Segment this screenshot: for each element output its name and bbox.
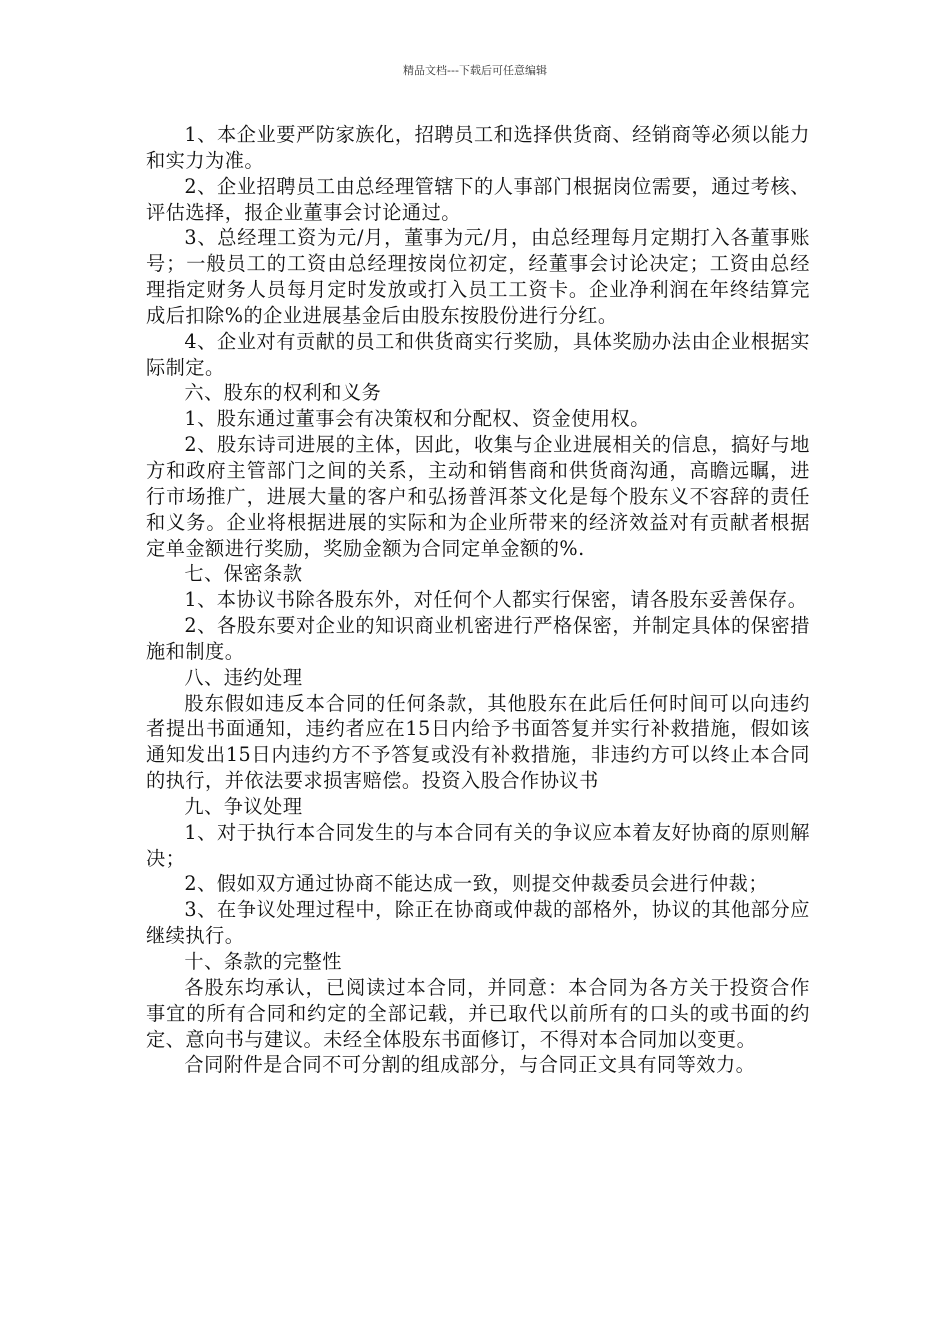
paragraph: 3、总经理工资为元/月，董事为元/月，由总经理每月定期打入各董事账号；一般员工的工资由总经理按岗位初定，经董事会讨论决定；工资由总经理指定财务人员每月定时发放或打入员工工资卡。企业净利润在年终结算完成后扣除%的企业进展基金后由股东按股份进行分红。	[146, 226, 810, 327]
section-heading: 八、违约处理	[184, 665, 303, 689]
paragraph: 2、各股东要对企业的知识商业机密进行严格保密，并制定具体的保密措施和制度。	[146, 614, 810, 663]
section-heading: 六、股东的权利和义务	[184, 381, 382, 405]
paragraph: 3、在争议处理过程中，除正在协商或仲裁的部格外，协议的其他部分应继续执行。	[146, 898, 810, 948]
paragraph: 4、企业对有贡献的员工和供货商实行奖励，具体奖励办法由企业根据实际制定。	[146, 329, 810, 379]
paragraph: 2、企业招聘员工由总经理管辖下的人事部门根据岗位需要，通过考核、评估选择，报企业董事会讨论通过。	[146, 174, 810, 224]
paragraph: 2、假如双方通过协商不能达成一致，则提交仲裁委员会进行仲裁；	[184, 872, 769, 896]
page-header: 精品文档---下载后可任意编辑	[403, 64, 547, 77]
paragraph: 1、本协议书除各股东外，对任何个人都实行保密，请各股东妥善保存。	[184, 588, 808, 612]
section-heading: 十、条款的完整性	[184, 950, 342, 973]
paragraph: 2、股东诗司进展的主体，因此，收集与企业进展相关的信息，搞好与地方和政府主管部门之间的关系，主动和销售商和供货商沟通，高瞻远瞩，进行市场推广，进展大量的客户和弘扬普洱茶文化是每个股东义不容辞的责任和义务。企业将根据进展的实际和为企业所带来的经济效益对有贡献者根据定单金额进行奖励，奖励金额为合同定单金额的%.	[146, 433, 810, 560]
paragraph: 股东假如违反本合同的任何条款，其他股东在此后任何时间可以向违约者提出书面通知，违约者应在15日内给予书面答复并实行补救措施，假如该通知发出15日内违约方不予答复或没有补救措施，非违约方可以终止本合同的执行，并依法要求损害赔偿。投资入股合作协议书	[146, 691, 810, 793]
paragraph: 1、本企业要严防家族化，招聘员工和选择供货商、经销商等必须以能力和实力为准。	[146, 123, 810, 172]
section-heading: 九、争议处理	[184, 794, 303, 818]
paragraph: 各股东均承认，已阅读过本合同，并同意：本合同为各方关于投资合作事宜的所有合同和约定的全部记载，并已取代以前所有的口头的或书面的约定、意向书与建议。未经全体股东书面修订，不得对本合同加以变更。	[146, 975, 810, 1051]
paragraph: 1、股东通过董事会有决策权和分配权、资金使用权。	[184, 407, 650, 431]
paragraph: 1、对于执行本合同发生的与本合同有关的争议应本着友好协商的原则解决；	[146, 820, 810, 870]
paragraph: 合同附件是合同不可分割的组成部分，与合同正文具有同等效力。	[184, 1053, 756, 1077]
document-body	[146, 122, 810, 1078]
section-heading: 七、保密条款	[184, 562, 303, 586]
